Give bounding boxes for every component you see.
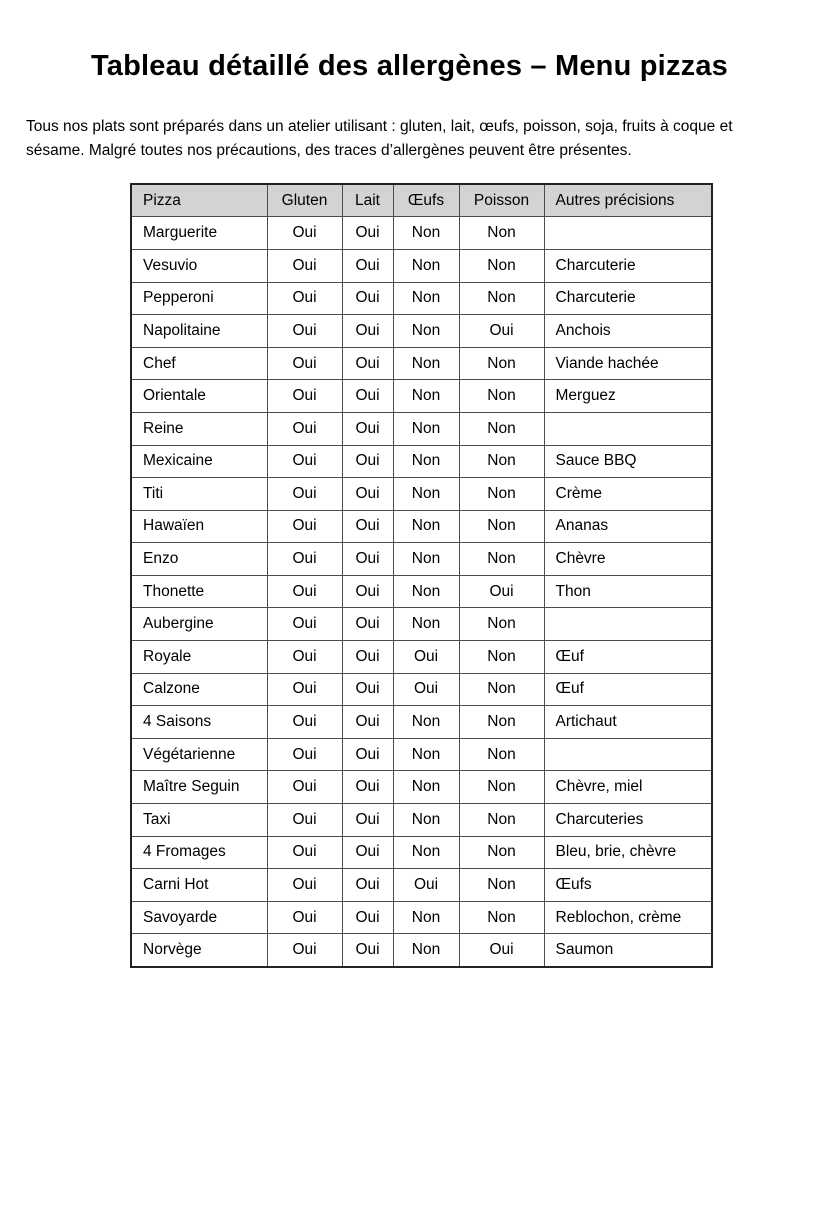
allergen-cell-gluten: Oui [267,412,342,445]
allergen-cell-gluten: Oui [267,217,342,250]
table-row [131,836,712,869]
pizza-name-cell: Napolitaine [131,315,267,348]
table-row [131,249,712,282]
table-row [131,217,712,250]
allergen-cell-lait: Oui [342,608,393,641]
table-row [131,282,712,315]
allergen-cell-oeufs: Non [393,575,459,608]
allergen-cell-gluten: Oui [267,380,342,413]
table-row [131,608,712,641]
intro-paragraph: Tous nos plats sont préparés dans un atelier utilisant : gluten, lait, œufs, poisson, soja, fruits à coque et sésame. Malgré toutes nos précautions, des traces d’allergènes peuvent être présentes. [26,118,733,159]
allergen-cell-lait: Oui [342,478,393,511]
allergen-cell-autres-precisions: Œufs [544,869,712,902]
pizza-name-cell: Orientale [131,380,267,413]
allergen-cell-gluten: Oui [267,804,342,837]
allergen-table [130,183,713,967]
allergen-cell-oeufs: Non [393,608,459,641]
allergen-cell-poisson: Non [459,706,544,739]
allergen-cell-lait: Oui [342,445,393,478]
allergen-cell-oeufs: Oui [393,641,459,674]
allergen-cell-lait: Oui [342,510,393,543]
allergen-cell-lait: Oui [342,380,393,413]
allergen-cell-gluten: Oui [267,673,342,706]
allergen-cell-poisson: Non [459,347,544,380]
allergen-cell-gluten: Oui [267,869,342,902]
allergen-cell-poisson: Non [459,738,544,771]
allergen-cell-gluten: Oui [267,249,342,282]
allergen-cell-lait: Oui [342,673,393,706]
allergen-cell-autres-precisions: Anchois [544,315,712,348]
allergen-cell-autres-precisions: Sauce BBQ [544,445,712,478]
allergen-cell-poisson: Non [459,641,544,674]
allergen-cell-gluten: Oui [267,445,342,478]
allergen-cell-autres-precisions: Œuf [544,673,712,706]
table-row [131,315,712,348]
pizza-name-cell: Carni Hot [131,869,267,902]
allergen-cell-gluten: Oui [267,347,342,380]
allergen-cell-autres-precisions: Charcuterie [544,249,712,282]
table-row [131,673,712,706]
allergen-cell-poisson: Non [459,510,544,543]
allergen-cell-autres-precisions: Viande hachée [544,347,712,380]
allergen-cell-autres-precisions [544,608,712,641]
allergen-cell-lait: Oui [342,347,393,380]
allergen-cell-autres-precisions [544,217,712,250]
header-cell-poisson: Poisson [459,184,544,217]
allergen-cell-lait: Oui [342,836,393,869]
allergen-cell-autres-precisions: Charcuteries [544,804,712,837]
pizza-name-cell: Thonette [131,575,267,608]
pizza-name-cell: 4 Saisons [131,706,267,739]
pizza-name-cell: Vesuvio [131,249,267,282]
allergen-cell-autres-precisions: Saumon [544,934,712,967]
allergen-cell-oeufs: Non [393,315,459,348]
allergen-cell-gluten: Oui [267,543,342,576]
allergen-cell-oeufs: Non [393,412,459,445]
allergen-cell-poisson: Non [459,543,544,576]
table-row [131,510,712,543]
table-row [131,347,712,380]
allergen-cell-lait: Oui [342,217,393,250]
pizza-name-cell: Taxi [131,804,267,837]
allergen-cell-oeufs: Non [393,804,459,837]
pizza-name-cell: Marguerite [131,217,267,250]
allergen-cell-poisson: Oui [459,934,544,967]
allergen-cell-poisson: Non [459,673,544,706]
allergen-cell-gluten: Oui [267,771,342,804]
pizza-name-cell: Pepperoni [131,282,267,315]
table-row [131,934,712,967]
allergen-cell-autres-precisions: Artichaut [544,706,712,739]
allergen-cell-oeufs: Non [393,249,459,282]
allergen-cell-gluten: Oui [267,901,342,934]
allergen-cell-lait: Oui [342,869,393,902]
pizza-name-cell: Norvège [131,934,267,967]
allergen-cell-poisson: Non [459,380,544,413]
pizza-name-cell: Aubergine [131,608,267,641]
allergen-cell-autres-precisions: Reblochon, crème [544,901,712,934]
allergen-cell-poisson: Non [459,445,544,478]
table-row [131,706,712,739]
pizza-name-cell: Végétarienne [131,738,267,771]
allergen-cell-gluten: Oui [267,934,342,967]
allergen-cell-lait: Oui [342,412,393,445]
allergen-cell-poisson: Non [459,249,544,282]
allergen-cell-autres-precisions: Chèvre [544,543,712,576]
table-row [131,445,712,478]
allergen-cell-poisson: Oui [459,575,544,608]
allergen-cell-oeufs: Non [393,738,459,771]
header-cell-lait: Lait [342,184,393,217]
allergen-cell-gluten: Oui [267,575,342,608]
allergen-cell-oeufs: Non [393,478,459,511]
table-row [131,641,712,674]
allergen-cell-oeufs: Non [393,836,459,869]
allergen-cell-lait: Oui [342,738,393,771]
allergen-cell-poisson: Non [459,901,544,934]
allergen-cell-poisson: Oui [459,315,544,348]
table-header-row [131,184,712,217]
allergen-cell-gluten: Oui [267,738,342,771]
allergen-cell-autres-precisions [544,412,712,445]
allergen-cell-gluten: Oui [267,706,342,739]
allergen-cell-oeufs: Non [393,543,459,576]
allergen-cell-lait: Oui [342,543,393,576]
allergen-cell-gluten: Oui [267,608,342,641]
allergen-cell-lait: Oui [342,282,393,315]
pizza-name-cell: Reine [131,412,267,445]
allergen-cell-oeufs: Oui [393,869,459,902]
pizza-name-cell: Mexicaine [131,445,267,478]
table-row [131,543,712,576]
pizza-name-cell: Chef [131,347,267,380]
allergen-cell-poisson: Non [459,804,544,837]
allergen-cell-oeufs: Non [393,510,459,543]
pizza-name-cell: 4 Fromages [131,836,267,869]
allergen-cell-oeufs: Non [393,380,459,413]
pizza-name-cell: Calzone [131,673,267,706]
allergen-cell-oeufs: Non [393,934,459,967]
allergen-cell-poisson: Non [459,282,544,315]
allergen-cell-lait: Oui [342,249,393,282]
allergen-cell-oeufs: Non [393,706,459,739]
allergen-cell-poisson: Non [459,869,544,902]
allergen-cell-lait: Oui [342,901,393,934]
table-row [131,478,712,511]
table-row [131,804,712,837]
pizza-name-cell: Titi [131,478,267,511]
allergen-cell-gluten: Oui [267,315,342,348]
allergen-cell-poisson: Non [459,478,544,511]
allergen-cell-poisson: Non [459,836,544,869]
allergen-cell-autres-precisions: Œuf [544,641,712,674]
table-row [131,738,712,771]
allergen-cell-oeufs: Non [393,771,459,804]
table-row [131,901,712,934]
pizza-name-cell: Enzo [131,543,267,576]
allergen-cell-gluten: Oui [267,641,342,674]
allergen-cell-lait: Oui [342,575,393,608]
header-cell-oeufs: Œufs [393,184,459,217]
allergen-cell-autres-precisions: Crème [544,478,712,511]
allergen-cell-oeufs: Non [393,282,459,315]
allergen-cell-autres-precisions: Thon [544,575,712,608]
pizza-name-cell: Hawaïen [131,510,267,543]
allergen-cell-gluten: Oui [267,836,342,869]
table-row [131,575,712,608]
allergen-cell-oeufs: Non [393,445,459,478]
allergen-cell-autres-precisions: Charcuterie [544,282,712,315]
allergen-cell-autres-precisions: Merguez [544,380,712,413]
allergen-cell-oeufs: Non [393,347,459,380]
table-row [131,771,712,804]
allergen-cell-poisson: Non [459,217,544,250]
pizza-name-cell: Maître Seguin [131,771,267,804]
allergen-cell-oeufs: Non [393,901,459,934]
allergen-cell-autres-precisions [544,738,712,771]
table-row [131,412,712,445]
pizza-name-cell: Savoyarde [131,901,267,934]
allergen-cell-gluten: Oui [267,282,342,315]
allergen-cell-gluten: Oui [267,478,342,511]
allergen-cell-poisson: Non [459,412,544,445]
header-cell-gluten: Gluten [267,184,342,217]
allergen-cell-autres-precisions: Bleu, brie, chèvre [544,836,712,869]
header-cell-autres-precisions: Autres précisions [544,184,712,217]
allergen-cell-lait: Oui [342,706,393,739]
pizza-name-cell: Royale [131,641,267,674]
page-title: Tableau détaillé des allergènes – Menu pizzas [90,50,729,82]
allergen-cell-poisson: Non [459,608,544,641]
header-cell-pizza: Pizza [131,184,267,217]
allergen-cell-lait: Oui [342,804,393,837]
allergen-cell-autres-precisions: Ananas [544,510,712,543]
table-row [131,380,712,413]
allergen-cell-lait: Oui [342,771,393,804]
allergen-cell-lait: Oui [342,934,393,967]
allergen-cell-poisson: Non [459,771,544,804]
allergen-cell-oeufs: Oui [393,673,459,706]
allergen-cell-gluten: Oui [267,510,342,543]
allergen-cell-autres-precisions: Chèvre, miel [544,771,712,804]
allergen-cell-oeufs: Non [393,217,459,250]
allergen-cell-lait: Oui [342,641,393,674]
allergen-cell-lait: Oui [342,315,393,348]
table-row [131,869,712,902]
